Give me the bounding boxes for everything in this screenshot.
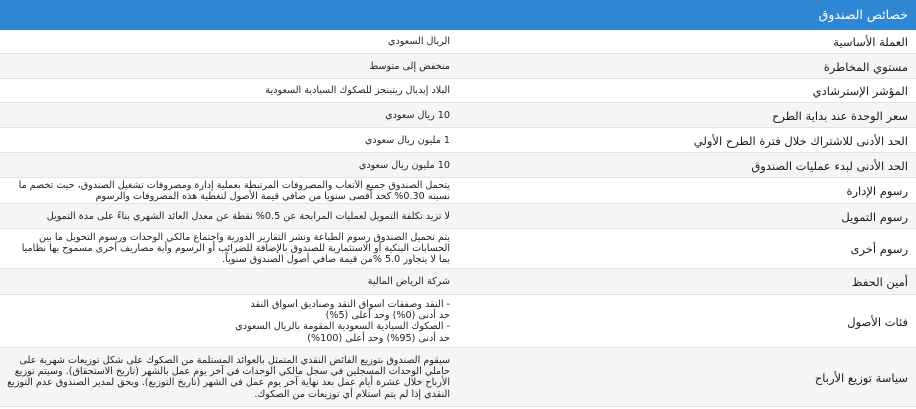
panel-title: خصائص الصندوق — [818, 7, 908, 22]
property-row — [0, 178, 916, 204]
property-label: الحد الأدنى للاشتراك خلال فترة الطرح الأولي — [693, 134, 908, 148]
property-row — [0, 128, 916, 153]
property-row — [0, 79, 916, 103]
property-row — [0, 295, 916, 348]
property-value-line: حد أدنى (0%) وحد أعلى (5%) — [325, 310, 450, 322]
property-value-line: لا تزيد تكلفة التمويل لعمليات المرابحة عن 0.5% نقطة عن معدل العائد الشهري بناءً على مدة التمويل — [46, 211, 450, 222]
property-row — [0, 54, 916, 79]
property-value-line: حد أدنى (95%) وحد أعلى (100%) — [307, 332, 450, 344]
property-value-line: يتحمل الصندوق جميع الأتعاب والمصروفات المرتبطة بعملية إدارة ومصروفات تشغيل الصندوق، حيث تخصم ما — [18, 180, 450, 191]
property-label: سعر الوحدة عند بداية الطرح — [771, 109, 908, 123]
property-value — [4, 211, 450, 222]
property-label: مستوي المخاطرة — [823, 60, 908, 74]
property-value — [4, 110, 450, 121]
property-label: رسوم الإدارة — [846, 184, 908, 198]
property-value-line: الحسابات البنكية أو الاستثمارية للصندوق بالإضافة للضرائب أو الرسوم وأية مصاريف أخرى مسموح بها نظاميا — [21, 243, 450, 255]
property-value — [4, 85, 450, 96]
property-value — [4, 276, 450, 287]
property-value-line: شركة الرياض المالية — [367, 276, 450, 287]
property-label: أمين الحفظ — [851, 275, 908, 289]
property-row — [0, 153, 916, 178]
property-value — [4, 180, 450, 202]
property-value — [4, 232, 450, 266]
property-value-line: حاملي الوحدات المسجلين في سجل مالكي الوحدات في آخر يوم عمل بالشهر (تاريخ الاستحقاق). وسيتم توزيع — [14, 366, 450, 378]
property-value — [4, 61, 450, 72]
property-label: سياسة توزيع الأرباح — [814, 371, 908, 385]
property-value-line: 1 مليون ريال سعودي — [364, 135, 450, 146]
property-value-line: يتم تحميل الصندوق رسوم الطباعة ونشر التقارير الدورية واجتماع مالكي الوحدات ورسوم التحويل ما بين — [38, 232, 450, 243]
property-label: رسوم التمويل — [841, 210, 908, 224]
property-label: المؤشر الإسترشادي — [812, 84, 908, 98]
property-value-line: سيقوم الصندوق بتوزيع الفائض النقدي المتمثل بالعوائد المستلمة من الصكوك على شكل توزيعات شهرية على — [19, 355, 450, 366]
property-value — [4, 355, 450, 400]
property-value — [4, 299, 450, 344]
property-row — [0, 269, 916, 295]
panel-header — [0, 0, 916, 30]
property-row — [0, 229, 916, 269]
property-label: فئات الأصول — [847, 315, 908, 329]
property-value-line: - النقد وصفقات أسواق النقد وصناديق أسواق النقد — [250, 299, 450, 310]
property-value-line: - الصكوك السيادية السعودية المقومة بالريال السعودي — [235, 321, 450, 333]
property-value-line: 10 ريال سعودي — [385, 110, 450, 121]
property-value-line: الأرباح خلال عشرة أيام عمل بعد نهاية آخر يوم عمل في الشهر (تاريخ التوزيع). ويحق لمدير الصندوق عدم التوزيع — [7, 377, 450, 389]
property-value — [4, 36, 450, 47]
property-value-line: منخفض إلى متوسط — [369, 61, 450, 72]
property-value-line: 10 مليون ريال سعودي — [358, 160, 450, 171]
property-value — [4, 160, 450, 171]
property-value-line: نسبته 0.30% كحد أقصى سنويا من صافي قيمة الأصول لتغطية هذه المصروفات والرسوم — [95, 191, 450, 203]
property-value — [4, 135, 450, 146]
property-label: رسوم أخرى — [850, 242, 908, 256]
property-row — [0, 348, 916, 407]
property-value-line: الريال السعودي — [387, 36, 450, 47]
property-label: الحد الأدنى لبدء عمليات الصندوق — [751, 159, 908, 173]
property-row — [0, 204, 916, 229]
property-row — [0, 103, 916, 128]
property-value-line: بما لا يتجاوز 5.0 %من قيمة صافي أصول الصندوق سنوياً. — [222, 254, 450, 266]
property-row — [0, 30, 916, 54]
property-label: العملة الأساسية — [833, 35, 908, 49]
property-value-line: البلاد إيديال ريتينجز للصكوك السيادية السعودية — [265, 85, 450, 96]
property-value-line: النقدي إذا لم يتم استلام أي توزيعات من الصكوك. — [254, 388, 450, 400]
